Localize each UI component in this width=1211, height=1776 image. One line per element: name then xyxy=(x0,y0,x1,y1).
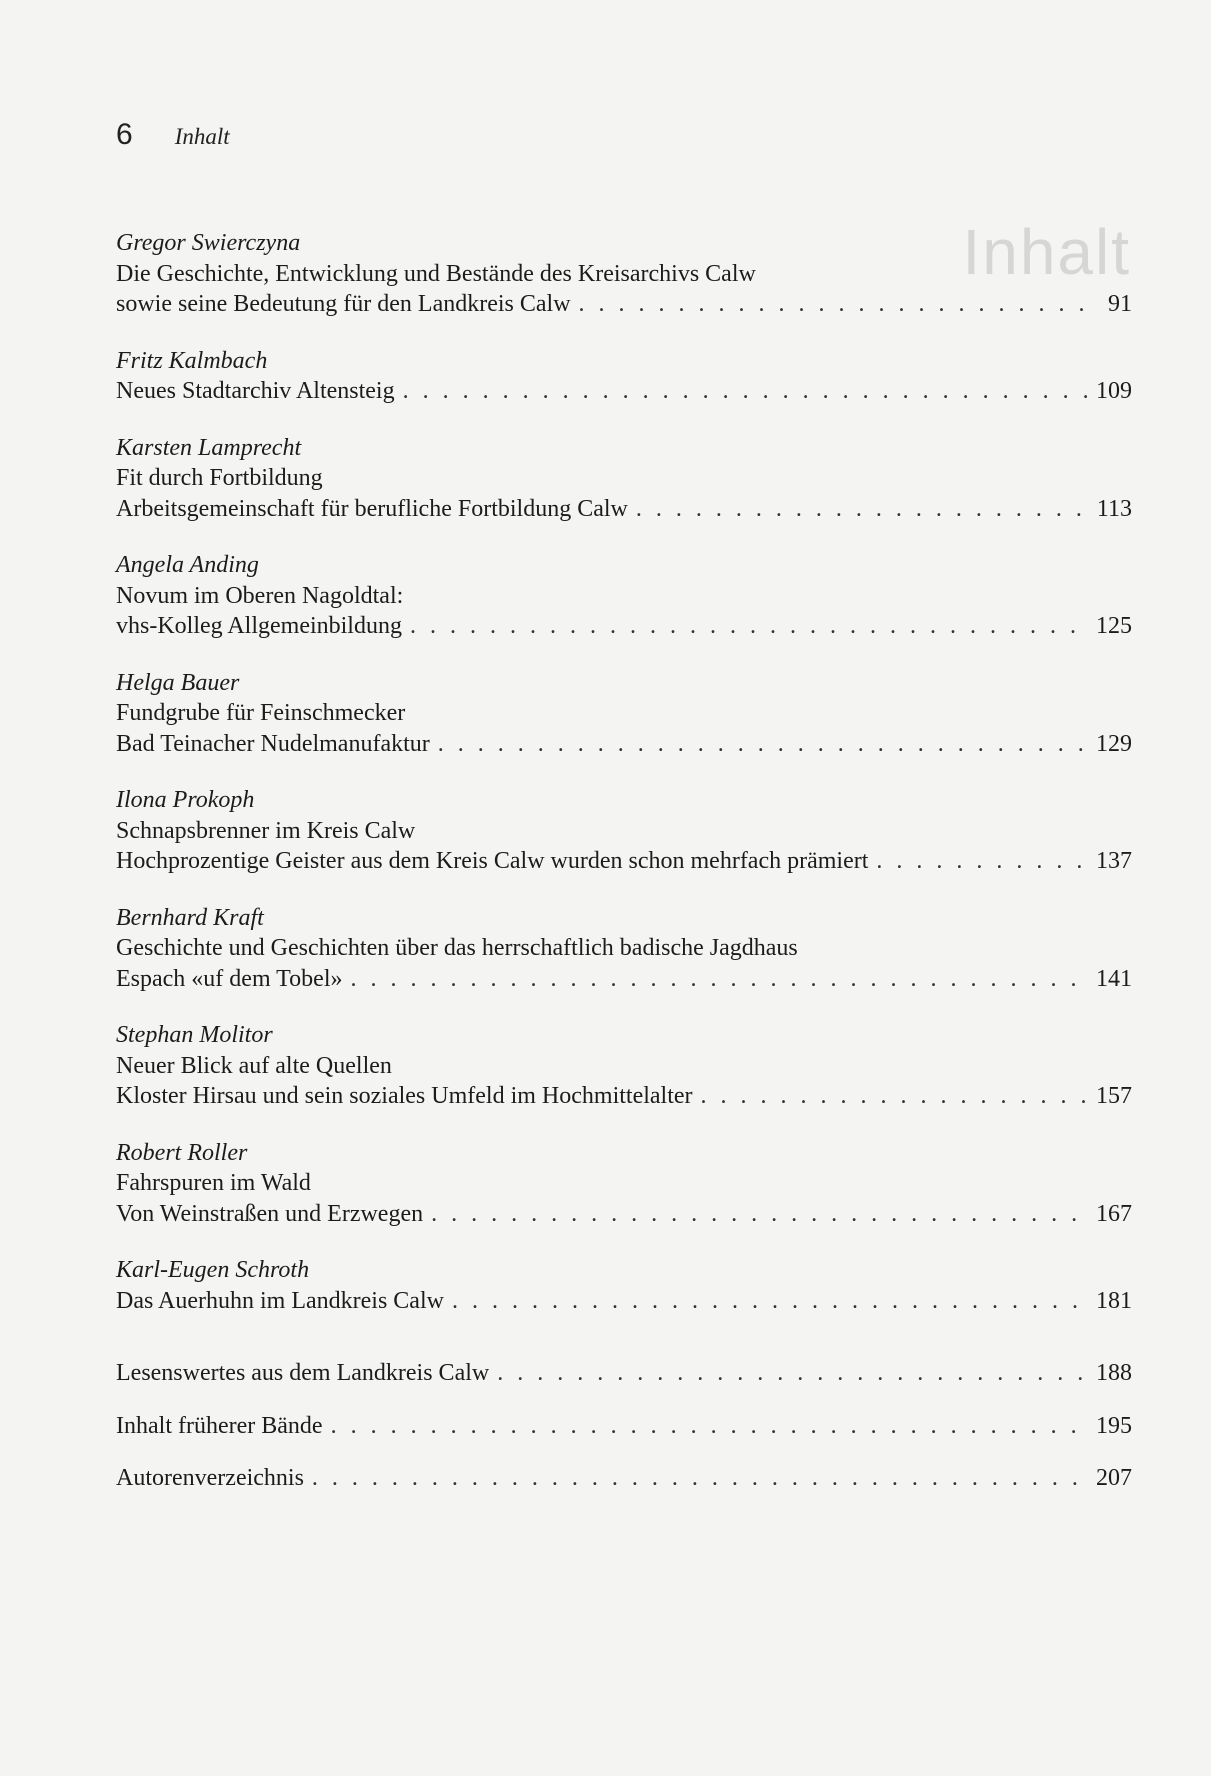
toc-entry-title-line[interactable] xyxy=(116,964,1132,995)
toc-title-line: Geschichte und Geschichten über das herrschaftlich badische Jagdhaus xyxy=(116,935,798,961)
toc-entry xyxy=(116,550,1132,642)
toc-entry-title-line[interactable] xyxy=(116,1081,1132,1112)
toc-page-number: 141 xyxy=(1096,965,1132,992)
toc-entry-title-line[interactable] xyxy=(116,846,1132,877)
toc-page-number: 137 xyxy=(1096,848,1132,874)
dot-leader xyxy=(438,729,1088,760)
toc-entry-title: Neues Stadtarchiv Altensteig xyxy=(116,378,395,404)
toc-entry-title-line[interactable] xyxy=(116,1286,1132,1317)
toc-page-number: 181 xyxy=(1096,1287,1132,1314)
toc-author: Karl-Eugen Schroth xyxy=(116,1257,310,1283)
toc-entry-title: sowie seine Bedeutung für den Landkreis Calw xyxy=(116,291,571,317)
toc-entry xyxy=(116,1255,1132,1316)
toc-entry-title-line[interactable] xyxy=(116,289,1132,320)
toc-page-number: 167 xyxy=(1096,1200,1132,1227)
toc-author: Karsten Lamprecht xyxy=(116,434,302,461)
toc-entry-title-line[interactable] xyxy=(116,1358,1132,1389)
toc-title-line: Fit durch Fortbildung xyxy=(116,465,323,491)
toc-page-number: 109 xyxy=(1096,378,1132,404)
toc-author: Robert Roller xyxy=(116,1139,248,1166)
dot-leader xyxy=(351,964,1089,995)
dot-leader xyxy=(403,376,1088,407)
dot-leader xyxy=(331,1411,1088,1442)
dot-leader xyxy=(579,289,1088,320)
toc-entry-title: Hochprozentige Geister aus dem Kreis Calw wurden schon mehrfach prämiert xyxy=(116,848,869,874)
toc-author: Ilona Prokoph xyxy=(116,787,255,813)
toc-entry xyxy=(116,1020,1132,1112)
toc-page-number: 129 xyxy=(1096,730,1132,757)
dot-leader xyxy=(701,1081,1088,1112)
dot-leader xyxy=(312,1463,1088,1494)
dot-leader xyxy=(452,1286,1088,1317)
toc-entry-title: Inhalt früherer Bände xyxy=(116,1412,323,1439)
toc-page-number: 125 xyxy=(1096,613,1132,639)
toc-entry xyxy=(116,785,1132,877)
toc-entry-title-line[interactable] xyxy=(116,494,1132,525)
toc-entry xyxy=(116,903,1132,995)
toc-entry-title-line[interactable] xyxy=(116,611,1132,642)
toc-extra-entry xyxy=(116,1358,1132,1389)
toc-author: Stephan Molitor xyxy=(116,1022,273,1048)
toc-author: Helga Bauer xyxy=(116,669,240,696)
toc-author: Angela Anding xyxy=(116,552,259,578)
toc-entry-title: Espach «uf dem Tobel» xyxy=(116,965,343,992)
toc-entry xyxy=(116,433,1132,525)
toc-entry xyxy=(116,1138,1132,1230)
toc-entry-title-line[interactable] xyxy=(116,1463,1132,1494)
toc-author: Gregor Swierczyna xyxy=(116,230,301,256)
toc-entry xyxy=(116,668,1132,760)
toc-entry xyxy=(116,228,1132,320)
running-head: Inhalt xyxy=(174,124,230,149)
toc-extra-entry xyxy=(116,1411,1132,1442)
toc-entry-title-line[interactable] xyxy=(116,1199,1132,1230)
dot-leader xyxy=(431,1199,1088,1230)
show-through-title: Inhalt xyxy=(962,216,1131,288)
toc-title-line: Neuer Blick auf alte Quellen xyxy=(116,1052,392,1079)
toc-entry-title-line[interactable] xyxy=(116,729,1132,760)
toc-entry-title: Bad Teinacher Nudelmanufaktur xyxy=(116,730,430,757)
toc-entry-title: Arbeitsgemeinschaft für berufliche Fortbildung Calw xyxy=(116,495,628,522)
table-of-contents xyxy=(116,228,1132,1516)
toc-page-number: 207 xyxy=(1096,1465,1132,1491)
toc-page-number: 157 xyxy=(1096,1083,1132,1109)
toc-entry-title-line[interactable] xyxy=(116,1411,1132,1442)
toc-entry-title-line[interactable] xyxy=(116,376,1132,407)
dot-leader xyxy=(636,494,1088,525)
section-spacer xyxy=(116,1342,1132,1358)
dot-leader xyxy=(497,1358,1088,1389)
toc-page-number: 113 xyxy=(1096,495,1132,522)
toc-entry-title: Von Weinstraßen und Erzwegen xyxy=(116,1200,424,1227)
toc-author: Bernhard Kraft xyxy=(116,904,264,931)
toc-page-number: 188 xyxy=(1096,1360,1132,1386)
toc-entry-title: Autorenverzeichnis xyxy=(116,1465,304,1491)
toc-page-number: 195 xyxy=(1096,1412,1132,1439)
toc-entry xyxy=(116,346,1132,407)
toc-author: Fritz Kalmbach xyxy=(116,347,268,374)
toc-entry-title: Das Auerhuhn im Landkreis Calw xyxy=(116,1287,444,1314)
page-number: 6 xyxy=(116,118,133,151)
toc-entry-title: Lesenswertes aus dem Landkreis Calw xyxy=(116,1360,490,1386)
toc-page-number: 91 xyxy=(1108,291,1132,317)
toc-entry-title: Kloster Hirsau und sein soziales Umfeld im Hochmittelalter xyxy=(116,1083,693,1109)
toc-title-line: Fundgrube für Feinschmecker xyxy=(116,700,406,726)
toc-title-line: Schnapsbrenner im Kreis Calw xyxy=(116,817,416,844)
toc-title-line: Fahrspuren im Wald xyxy=(116,1170,311,1196)
toc-extra-entry xyxy=(116,1463,1132,1494)
toc-title-line: Novum im Oberen Nagoldtal: xyxy=(116,582,404,609)
page-header xyxy=(116,118,230,152)
dot-leader xyxy=(410,611,1088,642)
toc-entry-title: vhs-Kolleg Allgemeinbildung xyxy=(116,613,402,639)
dot-leader xyxy=(876,846,1088,877)
toc-title-line: Die Geschichte, Entwicklung und Bestände des Kreisarchivs Calw xyxy=(116,260,756,287)
